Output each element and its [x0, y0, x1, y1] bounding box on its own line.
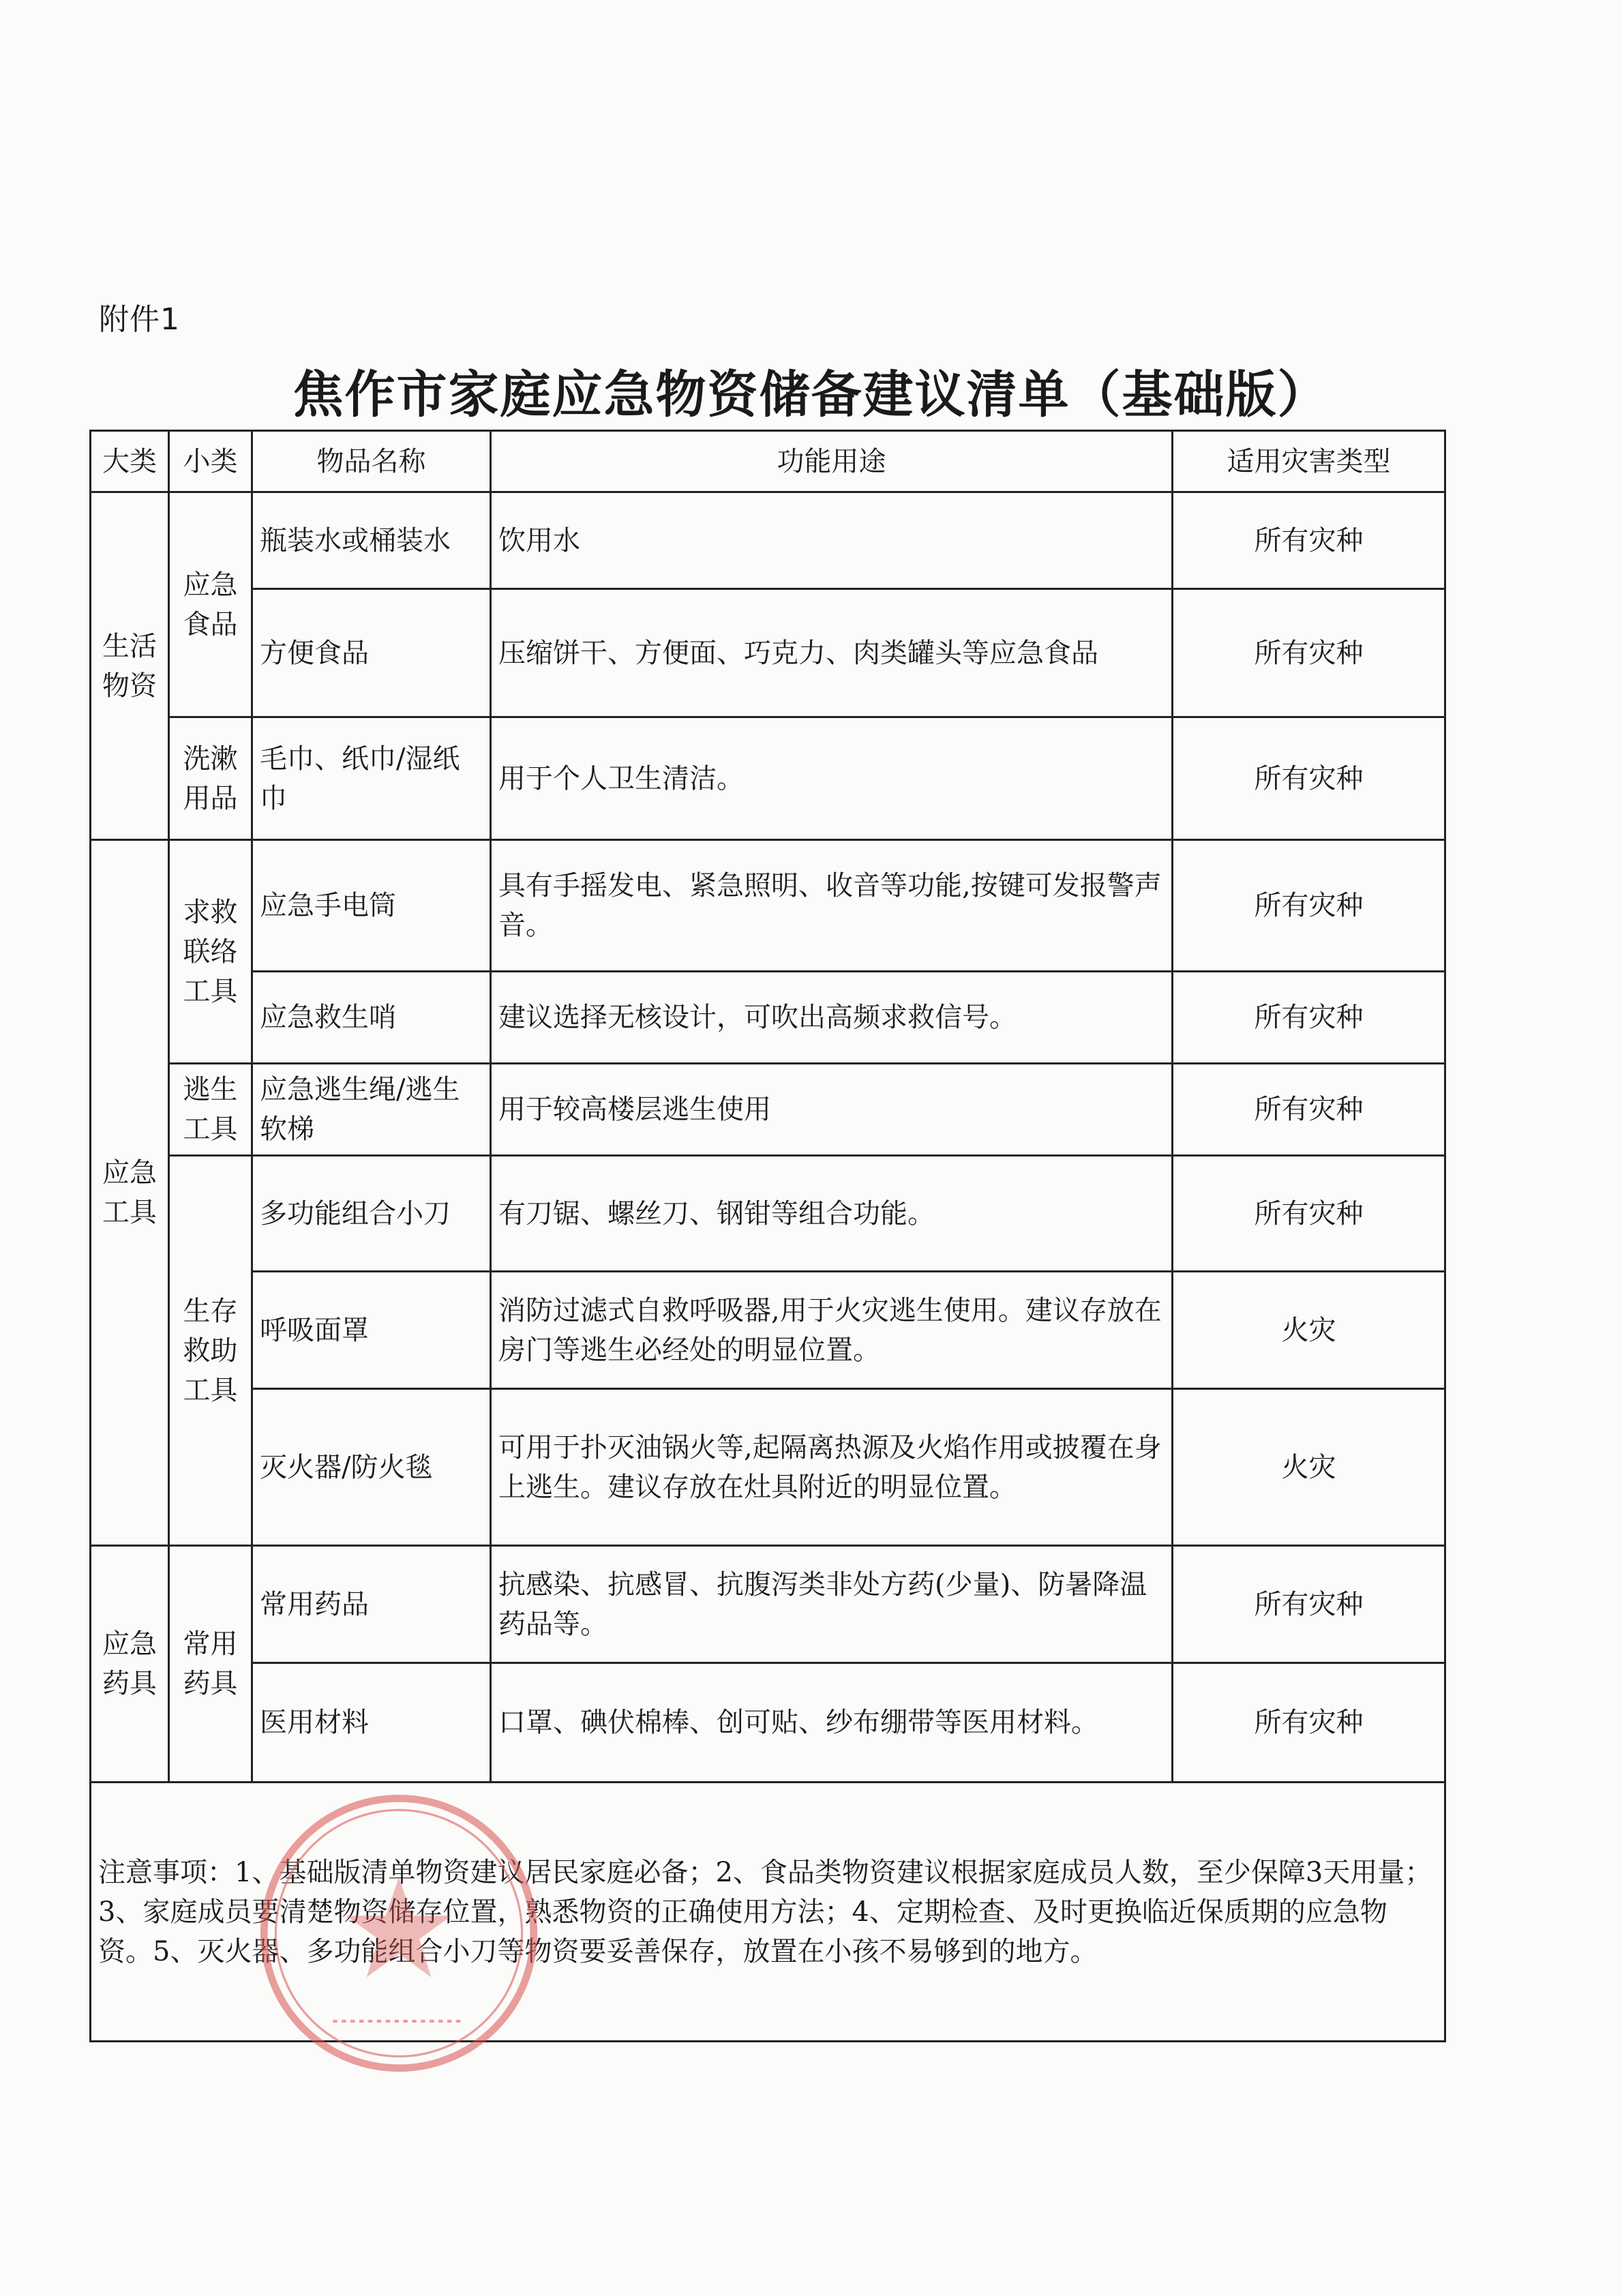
item-disaster: 所有灾种 — [1173, 1156, 1445, 1272]
table-row — [91, 1156, 1445, 1272]
table-row — [91, 1546, 1445, 1663]
notes-text: 注意事项：1、基础版清单物资建议居民家庭必备；2、食品类物资建议根据家庭成员人数，至少保障3天用量；3、家庭成员要清楚物资储存位置，熟悉物资的正确使用方法；4、定期检查、及时更换临近保质期的应急物资。5、灭火器、多功能组合小刀等物资要妥善保存，放置在小孩不易够到的地方。 — [91, 1783, 1445, 2042]
header-major: 大类 — [91, 431, 169, 492]
item-name: 瓶装水或桶装水 — [252, 492, 491, 589]
item-name: 应急手电筒 — [252, 840, 491, 972]
item-disaster: 所有灾种 — [1173, 840, 1445, 972]
item-name: 毛巾、纸巾/湿纸巾 — [252, 717, 491, 840]
item-name: 常用药品 — [252, 1546, 491, 1663]
subgroup-survival: 生存救助工具 — [169, 1156, 252, 1546]
item-disaster: 所有灾种 — [1173, 492, 1445, 589]
table-row — [91, 589, 1445, 717]
attachment-label: 附件1 — [99, 302, 180, 337]
table-row — [91, 1389, 1445, 1546]
header-minor: 小类 — [169, 431, 252, 492]
subgroup-rescue: 求救联络工具 — [169, 840, 252, 1064]
subgroup-drugs: 常用药具 — [169, 1546, 252, 1783]
item-function: 建议选择无核设计，可吹出高频求救信号。 — [491, 972, 1173, 1064]
item-name: 多功能组合小刀 — [252, 1156, 491, 1272]
item-disaster: 所有灾种 — [1173, 717, 1445, 840]
item-name: 方便食品 — [252, 589, 491, 717]
group-living: 生活物资 — [91, 492, 169, 840]
table-row — [91, 1272, 1445, 1389]
item-disaster: 所有灾种 — [1173, 972, 1445, 1064]
group-tools: 应急工具 — [91, 840, 169, 1546]
item-disaster: 所有灾种 — [1173, 1064, 1445, 1156]
table-row — [91, 1663, 1445, 1783]
item-function: 抗感染、抗感冒、抗腹泻类非处方药(少量)、防暑降温药品等。 — [491, 1546, 1173, 1663]
item-function: 用于个人卫生清洁。 — [491, 717, 1173, 840]
item-disaster: 所有灾种 — [1173, 589, 1445, 717]
table-row — [91, 840, 1445, 972]
subgroup-food: 应急食品 — [169, 492, 252, 717]
group-medicine: 应急药具 — [91, 1546, 169, 1783]
item-disaster: 火灾 — [1173, 1272, 1445, 1389]
document-title: 焦作市家庭应急物资储备建议清单（基础版） — [292, 366, 1330, 424]
subgroup-escape: 逃生工具 — [169, 1064, 252, 1156]
item-disaster: 所有灾种 — [1173, 1663, 1445, 1783]
item-function: 可用于扑灭油锅火等,起隔离热源及火焰作用或披覆在身上逃生。建议存放在灶具附近的明显位置。 — [491, 1389, 1173, 1546]
item-function: 用于较高楼层逃生使用 — [491, 1064, 1173, 1156]
item-disaster: 所有灾种 — [1173, 1546, 1445, 1663]
table-row — [91, 972, 1445, 1064]
item-disaster: 火灾 — [1173, 1389, 1445, 1546]
header-item: 物品名称 — [252, 431, 491, 492]
item-function: 消防过滤式自救呼吸器,用于火灾逃生使用。建议存放在房门等逃生必经处的明显位置。 — [491, 1272, 1173, 1389]
official-seal-stamp — [252, 1787, 545, 2080]
header-function: 功能用途 — [491, 431, 1173, 492]
table-row — [91, 492, 1445, 589]
item-function: 饮用水 — [491, 492, 1173, 589]
item-name: 应急逃生绳/逃生软梯 — [252, 1064, 491, 1156]
item-function: 口罩、碘伏棉棒、创可贴、纱布绷带等医用材料。 — [491, 1663, 1173, 1783]
item-name: 呼吸面罩 — [252, 1272, 491, 1389]
header-disaster: 适用灾害类型 — [1173, 431, 1445, 492]
item-name: 医用材料 — [252, 1663, 491, 1783]
table-header-row — [91, 431, 1445, 492]
item-function: 压缩饼干、方便面、巧克力、肉类罐头等应急食品 — [491, 589, 1173, 717]
item-name: 灭火器/防火毯 — [252, 1389, 491, 1546]
subgroup-hygiene: 洗漱用品 — [169, 717, 252, 840]
item-function: 有刀锯、螺丝刀、钢钳等组合功能。 — [491, 1156, 1173, 1272]
table-row — [91, 1064, 1445, 1156]
item-name: 应急救生哨 — [252, 972, 491, 1064]
table-row — [91, 717, 1445, 840]
item-function: 具有手摇发电、紧急照明、收音等功能,按键可发报警声音。 — [491, 840, 1173, 972]
